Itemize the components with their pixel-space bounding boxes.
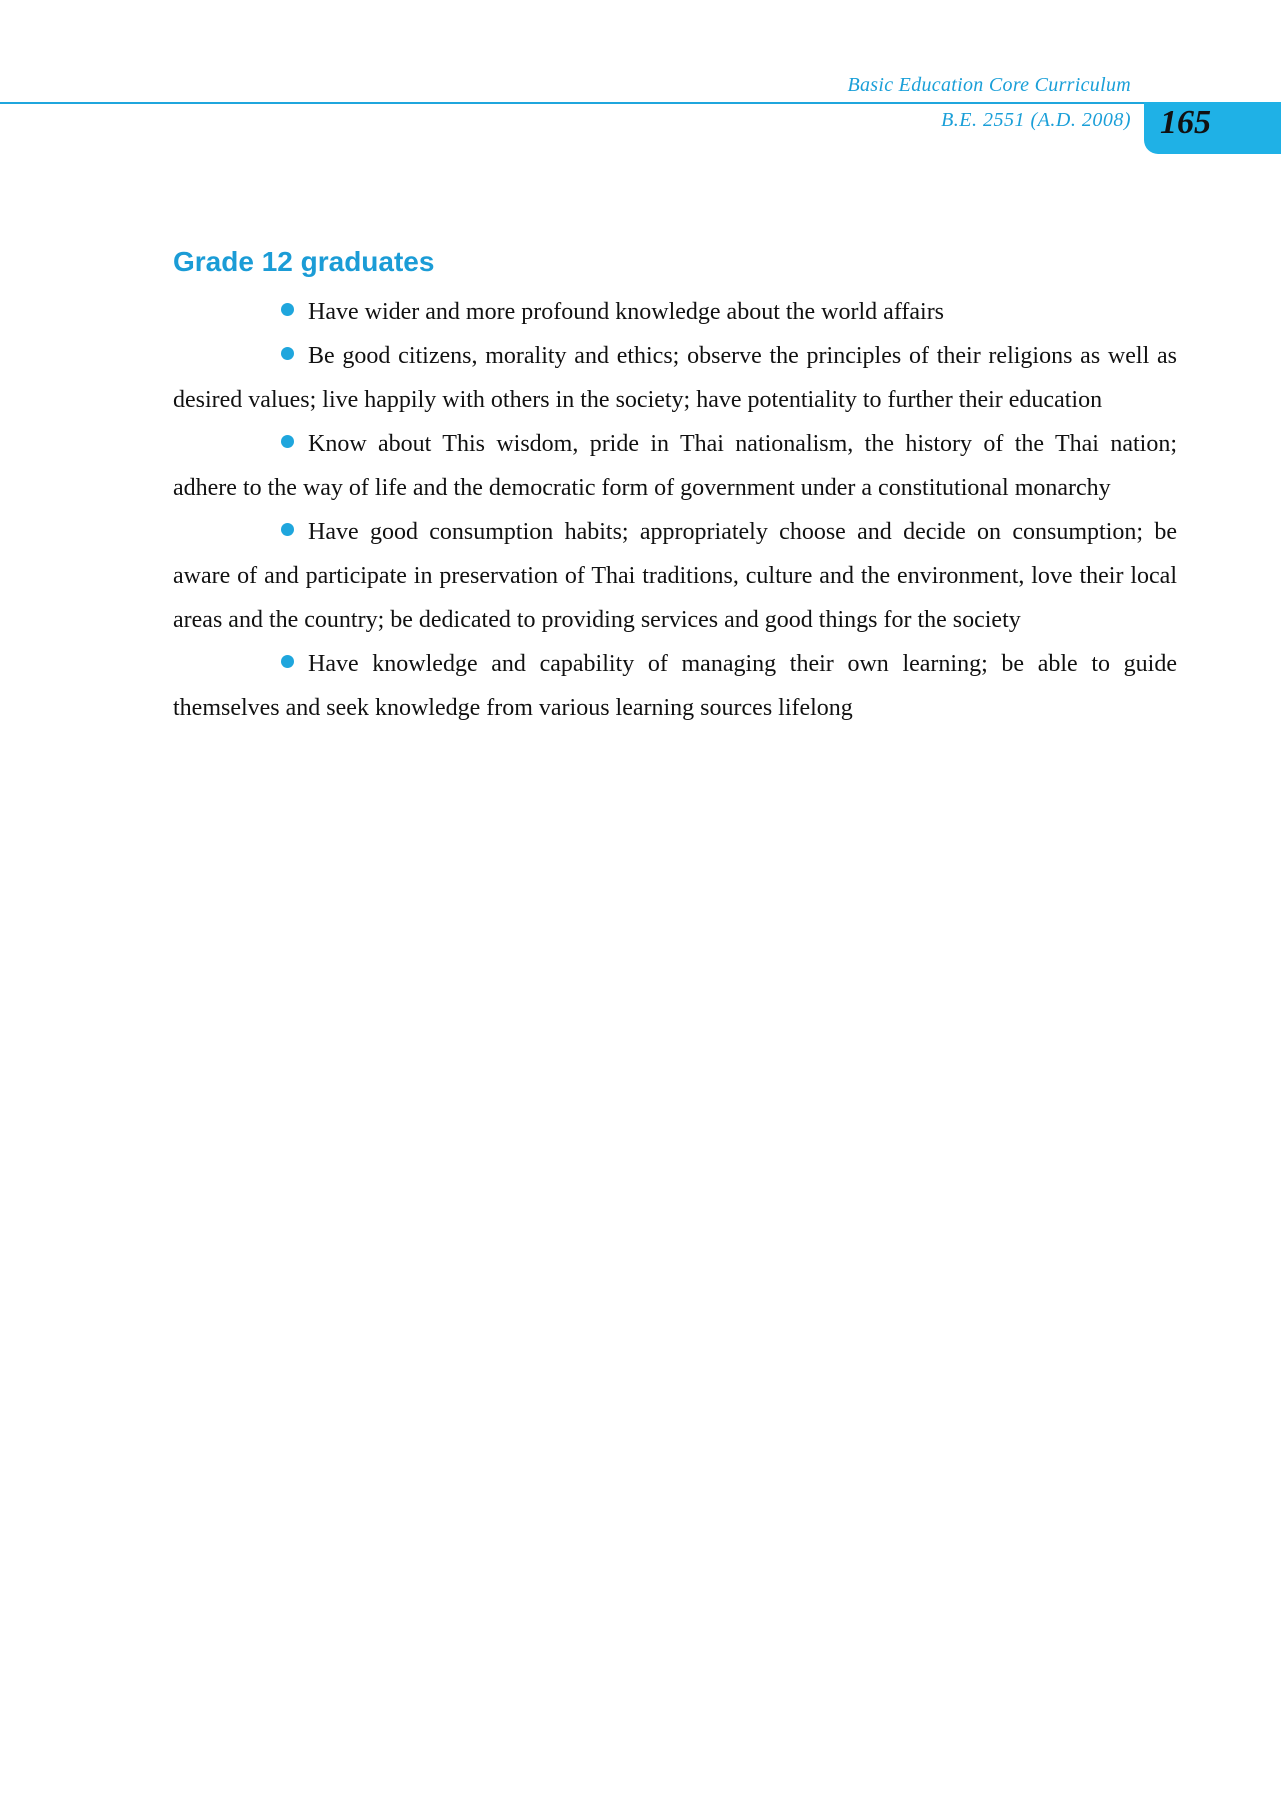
- list-item: [173, 290, 1177, 334]
- list-item-text: Have knowledge and capability of managing their own learning; be able to guide themselves and seek knowledge from various learning sources lifelong: [173, 651, 1177, 721]
- list-item-text: Be good citizens, morality and ethics; observe the principles of their religions as well as desired values; live happily with others in the society; have potentiality to further their education: [173, 343, 1177, 413]
- list-item-text: Have wider and more profound knowledge about the world affairs: [308, 299, 945, 325]
- list-item-text: Know about This wisdom, pride in Thai nationalism, the history of the Thai nation; adhere to the way of life and the democratic form of government under a constitutional monarchy: [173, 431, 1177, 501]
- main-content: [173, 240, 1177, 730]
- list-item-text: Have good consumption habits; appropriately choose and decide on consumption; be aware of and participate in preservation of Thai traditions, culture and the environment, love their local areas and the country; be dedicated to providing services and good things for the society: [173, 519, 1177, 633]
- list-item: [173, 642, 1177, 730]
- page-number: 165: [1160, 104, 1211, 141]
- bullet-icon: [281, 347, 294, 360]
- running-header-subtitle: B.E. 2551 (A.D. 2008): [941, 109, 1131, 131]
- list-item: [173, 510, 1177, 642]
- bullet-icon: [281, 523, 294, 536]
- running-header-title: Basic Education Core Curriculum: [847, 74, 1131, 96]
- bullet-icon: [281, 303, 294, 316]
- section-heading: Grade 12 graduates: [173, 246, 435, 277]
- bullet-icon: [281, 435, 294, 448]
- list-item: [173, 334, 1177, 422]
- header-rule: [0, 102, 1144, 104]
- list-item: [173, 422, 1177, 510]
- bullet-icon: [281, 655, 294, 668]
